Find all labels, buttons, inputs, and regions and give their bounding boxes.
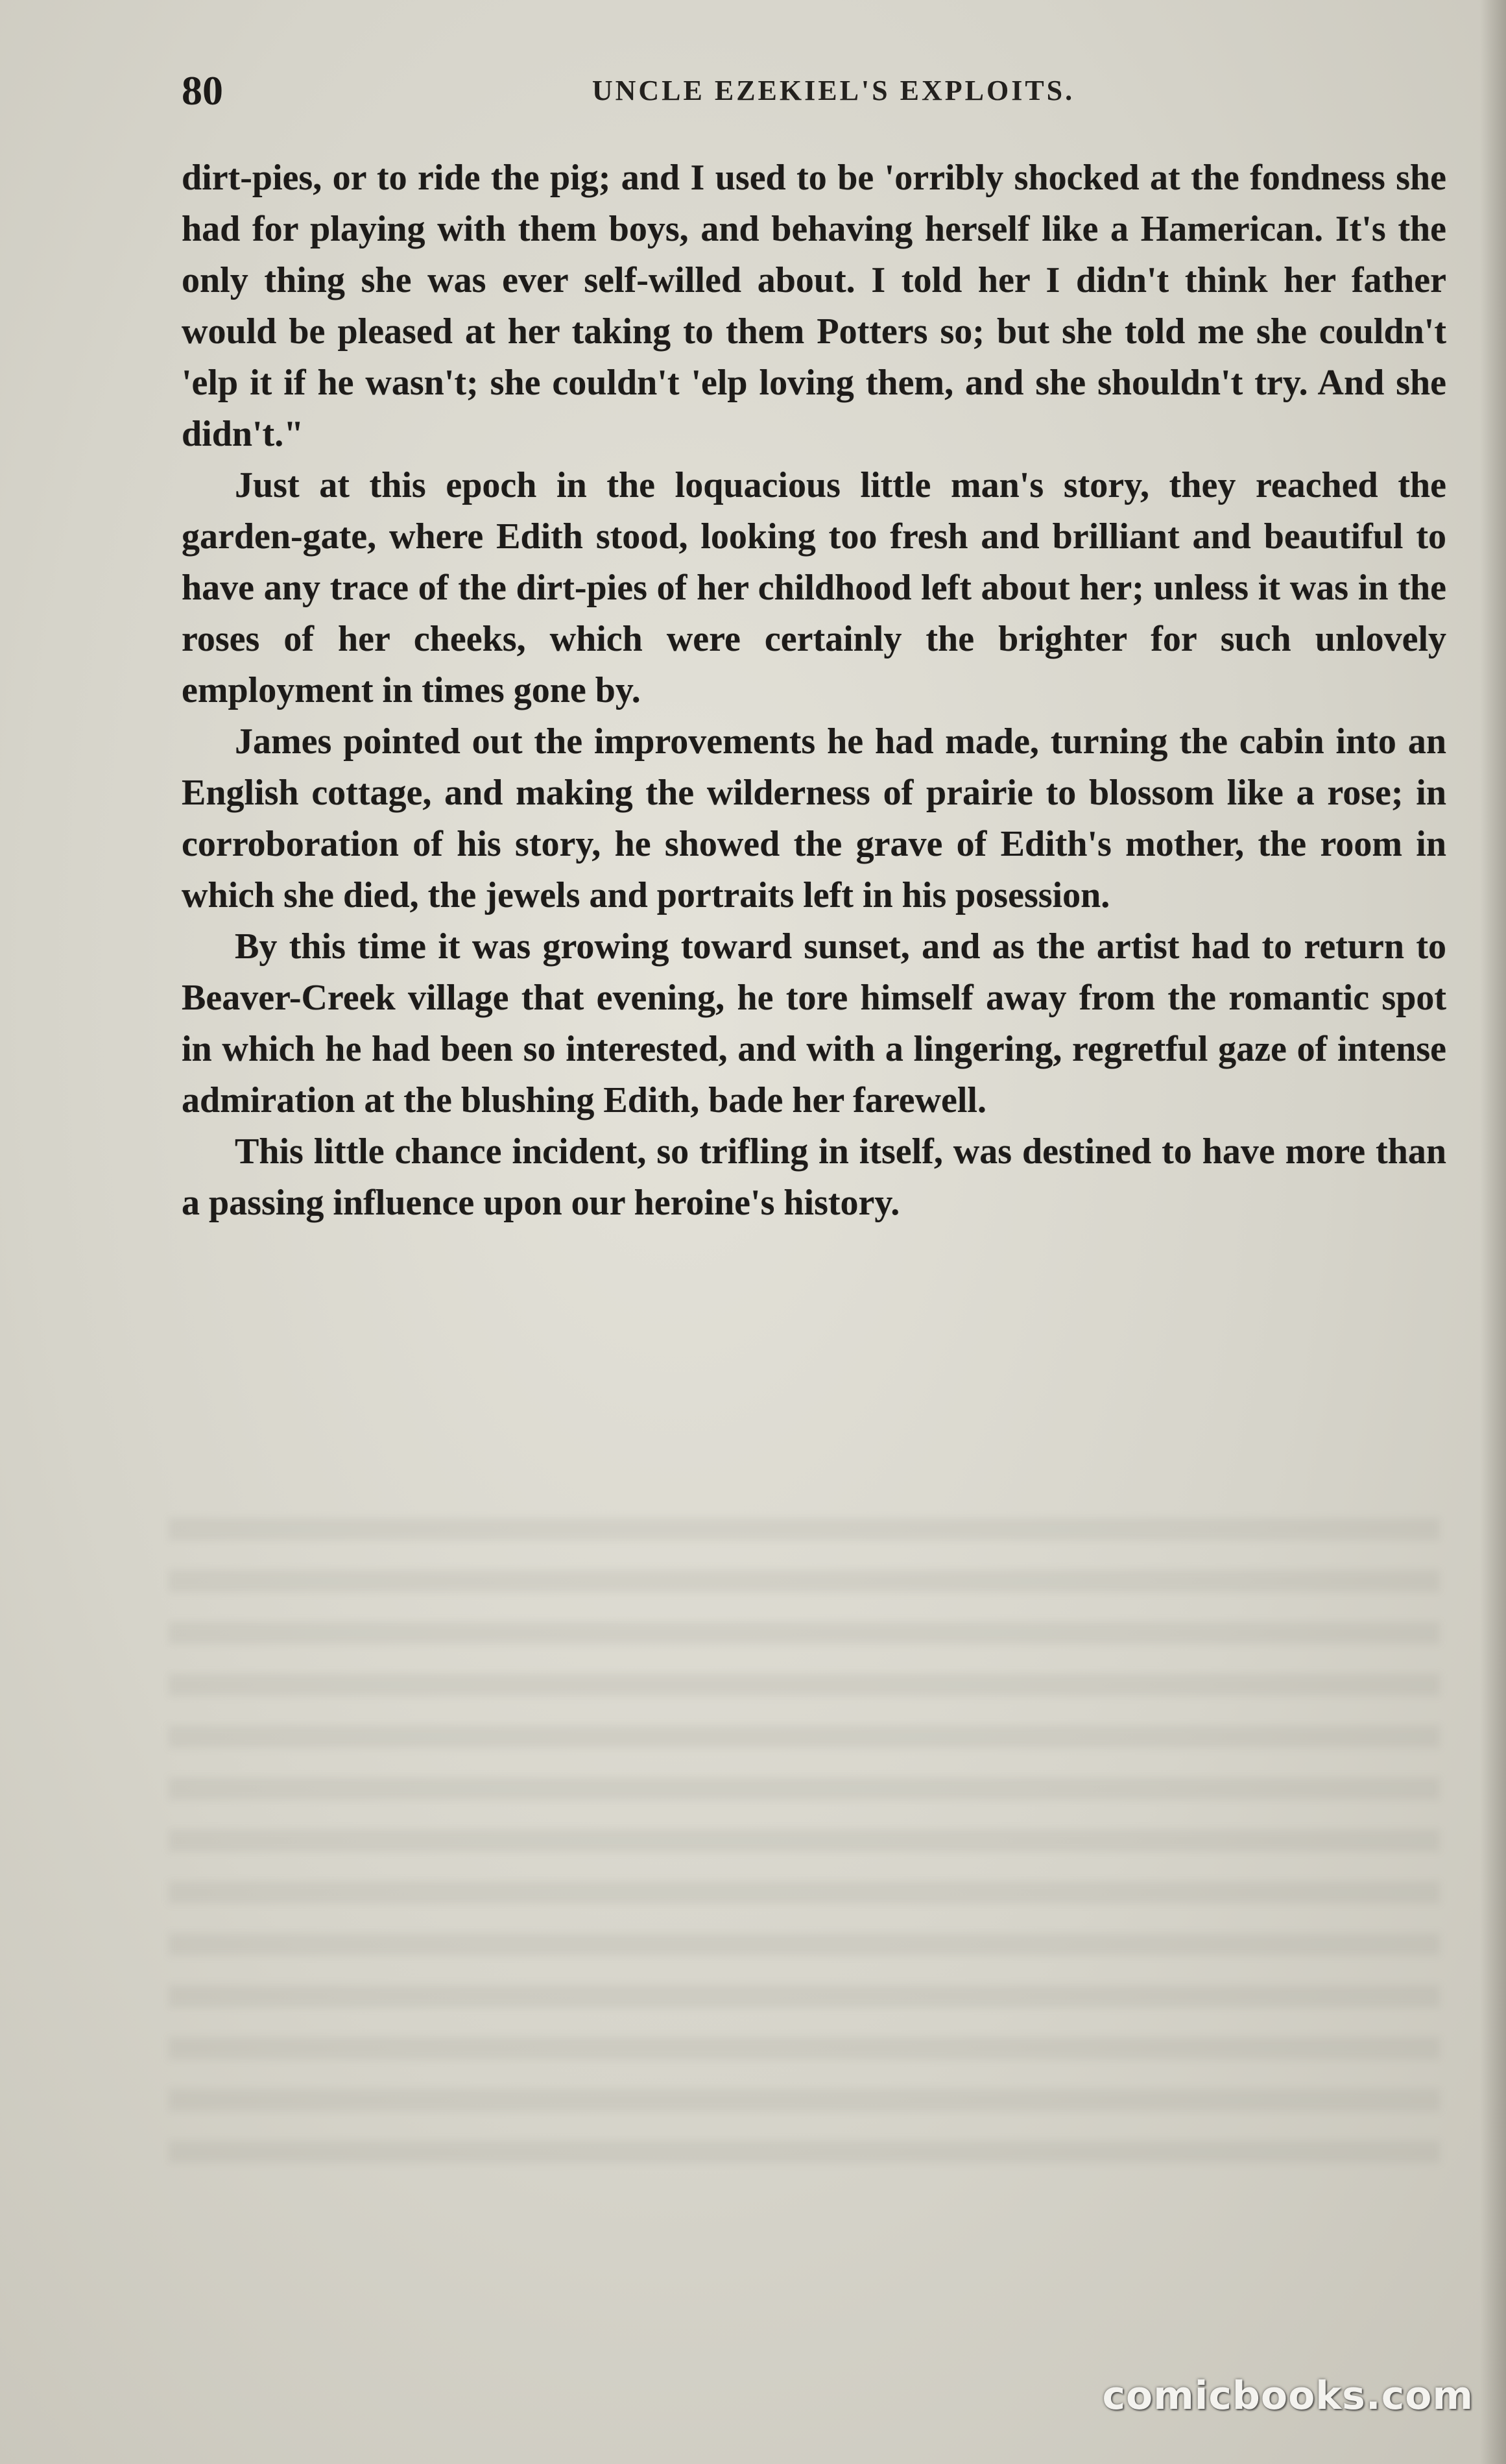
page-number: 80	[182, 67, 223, 114]
body-text	[182, 152, 1446, 1229]
paragraph-1: dirt-pies, or to ride the pig; and I used to be 'orribly shocked at the fondness she had for playing with them boys, and behaving herself like a Hamerican. It's the only thing she was ever self-willed about. I told her I didn't think her father would be pleased at her taking to them Potters so; but she told me she couldn't 'elp it if he wasn't; she couldn't 'elp loving them, and she shouldn't try. And she didn't."	[182, 158, 1446, 454]
paragraph-3: James pointed out the improvements he had made, turning the cabin into an English cottage, and making the wilderness of prairie to blossom like a rose; in corroboration of his story, he showed the grave of Edith's mother, the room in which she died, the jewels and portraits left in his posession.	[182, 721, 1446, 915]
page-header	[182, 62, 1446, 120]
watermark: comicbooks.com	[1102, 2373, 1474, 2419]
paragraph-2: Just at this epoch in the loquacious little man's story, they reached the garden-gate, where Edith stood, looking too fresh and brilliant and beautiful to have any trace of the dirt-pies of her childhood left about her; unless it was in the roses of her cheeks, which were certainly the brighter for such unlovely employment in times gone by.	[182, 465, 1446, 710]
show-through-texture	[169, 1518, 1440, 2167]
paragraph-5: This little chance incident, so trifling in itself, was destined to have more than a passing influence upon our heroine's history.	[182, 1131, 1446, 1223]
page-edge-shadow	[1480, 0, 1506, 2464]
paragraph-4: By this time it was growing toward sunset, and as the artist had to return to Beaver-Creek village that evening, he tore himself away from the romantic spot in which he had been so interested, and with a lingering, regretful gaze of intense admiration at the blushing Edith, bade her farewell.	[182, 926, 1446, 1120]
running-head: UNCLE EZEKIEL'S EXPLOITS.	[592, 75, 1075, 106]
